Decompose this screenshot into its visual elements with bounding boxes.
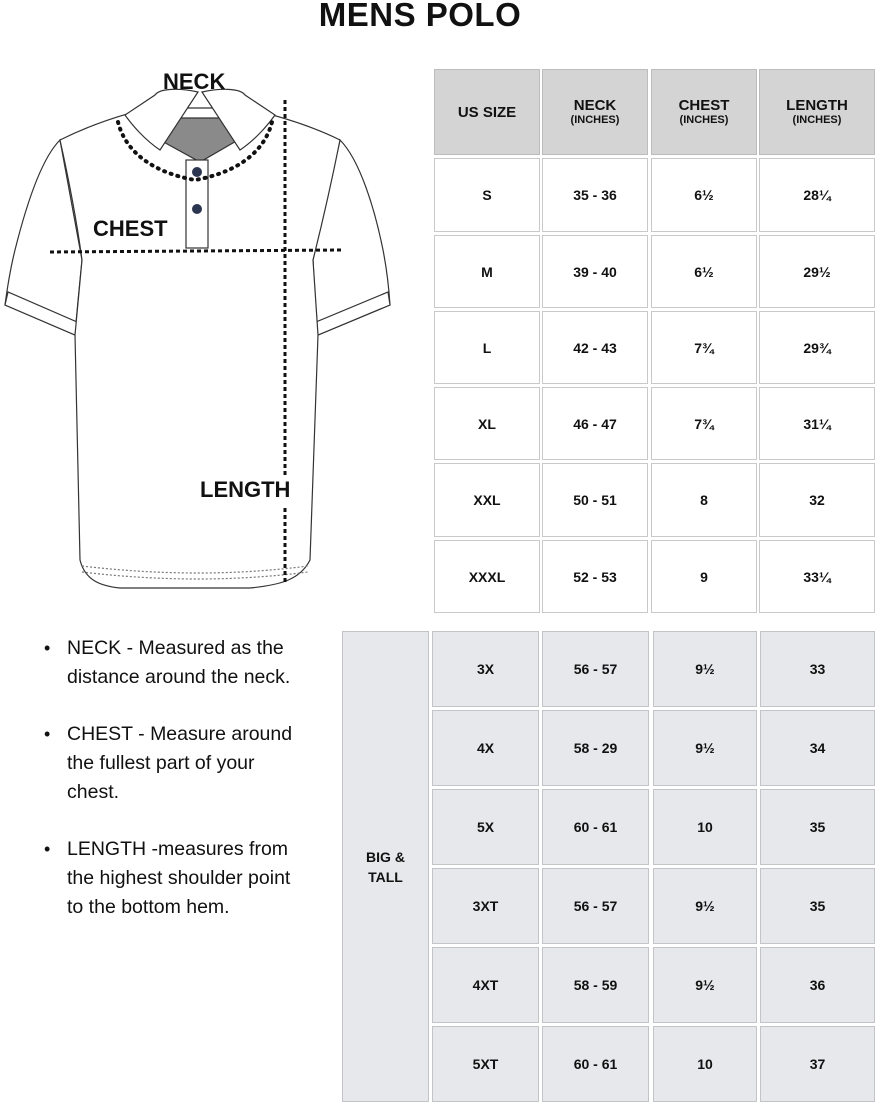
length-cell: 29¾ [759,311,875,384]
big-tall-text: BIG & TALL [366,848,405,885]
chest-cell: 10 [653,789,757,865]
neck-cell: 50 - 51 [542,463,648,537]
length-cell: 35 [760,868,875,944]
note-neck: • NECK - Measured as the distance around the neck. [42,634,302,692]
length-cell: 35 [760,789,875,865]
neck-cell: 58 - 29 [542,710,649,786]
note-chest: • CHEST - Measure around the fullest part of your chest. [42,720,302,807]
size-cell: 4X [432,710,539,786]
chest-cell: 8 [651,463,757,537]
note-length: • LENGTH -measures from the highest shoulder point to the bottom hem. [42,835,302,922]
length-cell: 36 [760,947,875,1023]
chest-label: CHEST [93,216,168,241]
page-title: MENS POLO [318,0,522,33]
header-label: NECK [573,97,617,114]
polo-shirt-diagram [0,60,400,600]
neck-cell: 60 - 61 [542,1026,649,1102]
size-cell: 5XT [432,1026,539,1102]
chest-cell: 6½ [651,235,757,308]
neck-cell: 46 - 47 [542,387,648,460]
size-cell: XXL [434,463,540,537]
size-cell: S [434,158,540,232]
neck-cell: 56 - 57 [542,631,649,707]
header-label: CHEST [678,97,730,114]
chest-cell: 9½ [653,868,757,944]
size-cell: 4XT [432,947,539,1023]
chest-cell: 9½ [653,710,757,786]
size-cell: XXXL [434,540,540,613]
length-cell: 34 [760,710,875,786]
length-cell: 28¼ [759,158,875,232]
size-cell: 3X [432,631,539,707]
neck-label: NECK [163,69,226,94]
neck-cell: 58 - 59 [542,947,649,1023]
header-unit: (INCHES) [679,114,729,126]
neck-cell: 39 - 40 [542,235,648,308]
length-cell: 37 [760,1026,875,1102]
measurement-notes [42,634,302,950]
neck-cell: 35 - 36 [542,158,648,232]
chest-cell: 7¾ [651,387,757,460]
chest-cell: 9½ [653,947,757,1023]
length-cell: 29½ [759,235,875,308]
size-cell: L [434,311,540,384]
chest-cell: 7¾ [651,311,757,384]
length-cell: 32 [759,463,875,537]
neck-cell: 56 - 57 [542,868,649,944]
header-neck [542,69,648,155]
neck-cell: 42 - 43 [542,311,648,384]
neck-cell: 52 - 53 [542,540,648,613]
length-cell: 33¼ [759,540,875,613]
neck-cell: 60 - 61 [542,789,649,865]
size-cell: XL [434,387,540,460]
length-cell: 33 [760,631,875,707]
header-unit: (INCHES) [792,114,842,126]
header-unit: (INCHES) [570,114,620,126]
header-us-size [434,69,540,155]
size-cell: 3XT [432,868,539,944]
chest-cell: 9½ [653,631,757,707]
header-label: LENGTH [786,97,848,114]
size-cell: M [434,235,540,308]
chest-cell: 6½ [651,158,757,232]
header-label: US SIZE [457,103,517,121]
length-cell: 31¼ [759,387,875,460]
big-tall-label [342,631,429,1102]
header-chest [651,69,757,155]
length-label: LENGTH [200,477,291,502]
chest-cell: 10 [653,1026,757,1102]
size-cell: 5X [432,789,539,865]
chest-cell: 9 [651,540,757,613]
header-length [759,69,875,155]
